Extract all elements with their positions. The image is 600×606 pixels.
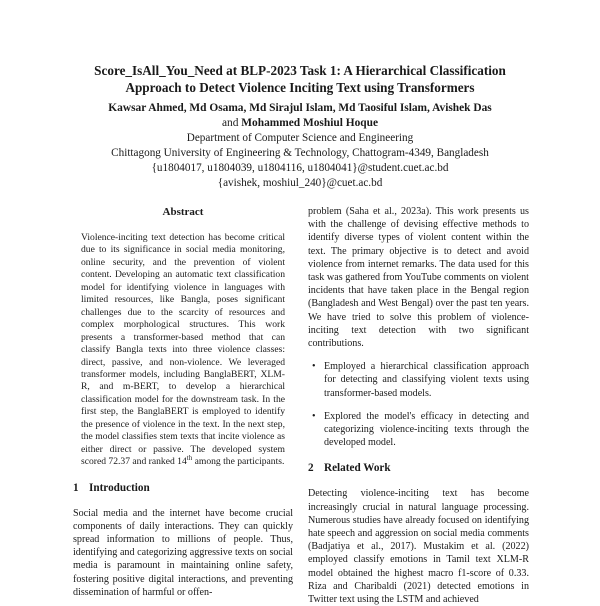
abstract-rank-suffix: th — [186, 453, 193, 462]
abstract-text-main: Violence-inciting text detection has become critical due to its significance in social media monitoring, online security, and the prevention of violent content. Developing an automatic text classification model for identifying violence in languages with limited resources, like Bangla, poses significant challenges due to the scarcity of resources and complex morphological structures. This work presents a transformer-based method that can classify Bangla texts into three violence classes: direct, passive, and non-violence. We leveraged transformer models, including BanglaBERT, XLM-R, and m-BERT, to develop a hierarchical classification model for the downstream task. In the first step, the BanglaBERT is employed to identify the presence of violence in the text. In the next step, the model classifies stem texts that incite violence as either direct or passive. The developed system scored 72.37 and ranked 14 — [81, 232, 285, 468]
authors-last: Mohammed Moshiul Hoque — [241, 117, 378, 129]
introduction-number: 1 — [73, 481, 79, 494]
right-column — [308, 205, 529, 606]
introduction-continued: problem (Saha et al., 2023a). This work presents us with the challenge of devising effective methods to identify diverse types of violent content within the text. The primary objective is to detect and avoid violence from internet remarks. The data used for this task was gathered from YouTube comments on violent incidents that have taken place in the Bengal region (Bangladesh and West Bengal) over the past ten years. We have tried to solve this problem of violence-inciting text detection with two significant contributions. — [308, 206, 529, 350]
author-list — [40, 101, 560, 131]
related-work-paragraph: Detecting violence-inciting text has become increasingly crucial in natural language processing. Numerous studies have already focused on identifying hate speech and aggression on social media comments (Badjatiya et al., 2017). Mustakim et al. (2022) employed classify emotions in Tamil text XLM-R model obtained the highest macro f1-score of 0.33. Riza and Charibaldi (2021) detected emotions in Twitter text using the LSTM and achieved — [308, 488, 529, 606]
abstract-text-end: among the participants. — [192, 456, 285, 468]
paper-title — [40, 62, 560, 96]
introduction-paragraph: Social media and the internet have become crucial components of daily interactions. They can quickly spread information to millions of people. Thus, identifying and categorizing aggressive texts on social media is paramount in maintaining online safety, fostering positive digital interactions, and preventing dissemination of harmful or offen- — [73, 507, 293, 598]
list-item — [312, 360, 529, 400]
affiliation-department: Department of Computer Science and Engineering — [186, 132, 414, 144]
contribution-list — [308, 360, 529, 449]
contribution-text: Employed a hierarchical classification approach for detecting and classifying violent texts using transformer-based models. — [324, 361, 529, 399]
bullet-icon: • — [312, 410, 316, 422]
paper-title-line-1: Score_IsAll_You_Need at BLP-2023 Task 1: A Hierarchical Classification — [94, 63, 506, 78]
list-item — [312, 410, 529, 450]
related-work-number: 2 — [308, 462, 314, 475]
introduction-title: Introduction — [89, 481, 150, 494]
student-emails: {u1804017, u1804039, u1804116, u1804041}@student.cuet.ac.bd — [151, 162, 449, 174]
abstract-heading: Abstract — [162, 206, 204, 218]
bullet-icon: • — [312, 361, 316, 373]
authors-and: and — [221, 117, 239, 129]
left-column — [73, 205, 293, 599]
faculty-emails: {avishek, moshiul_240}@cuet.ac.bd — [217, 177, 383, 189]
authors-line-2 — [40, 116, 560, 131]
authors-line-1: Kawsar Ahmed, Md Osama, Md Sirajul Islam, Md Taosiful Islam, Avishek Das — [108, 102, 492, 114]
related-work-heading — [308, 461, 529, 475]
affiliation-university: Chittagong University of Engineering & Technology, Chattogram-4349, Bangladesh — [111, 147, 489, 159]
affiliation-block — [40, 131, 560, 191]
introduction-heading — [73, 481, 293, 495]
related-work-title: Related Work — [324, 462, 391, 475]
paper-title-line-2: Approach to Detect Violence Inciting Text using Transformers — [125, 80, 475, 95]
abstract-text — [73, 232, 293, 469]
contribution-text: Explored the model's efficacy in detecting and categorizing violence-inciting texts through the developed model. — [324, 410, 529, 449]
